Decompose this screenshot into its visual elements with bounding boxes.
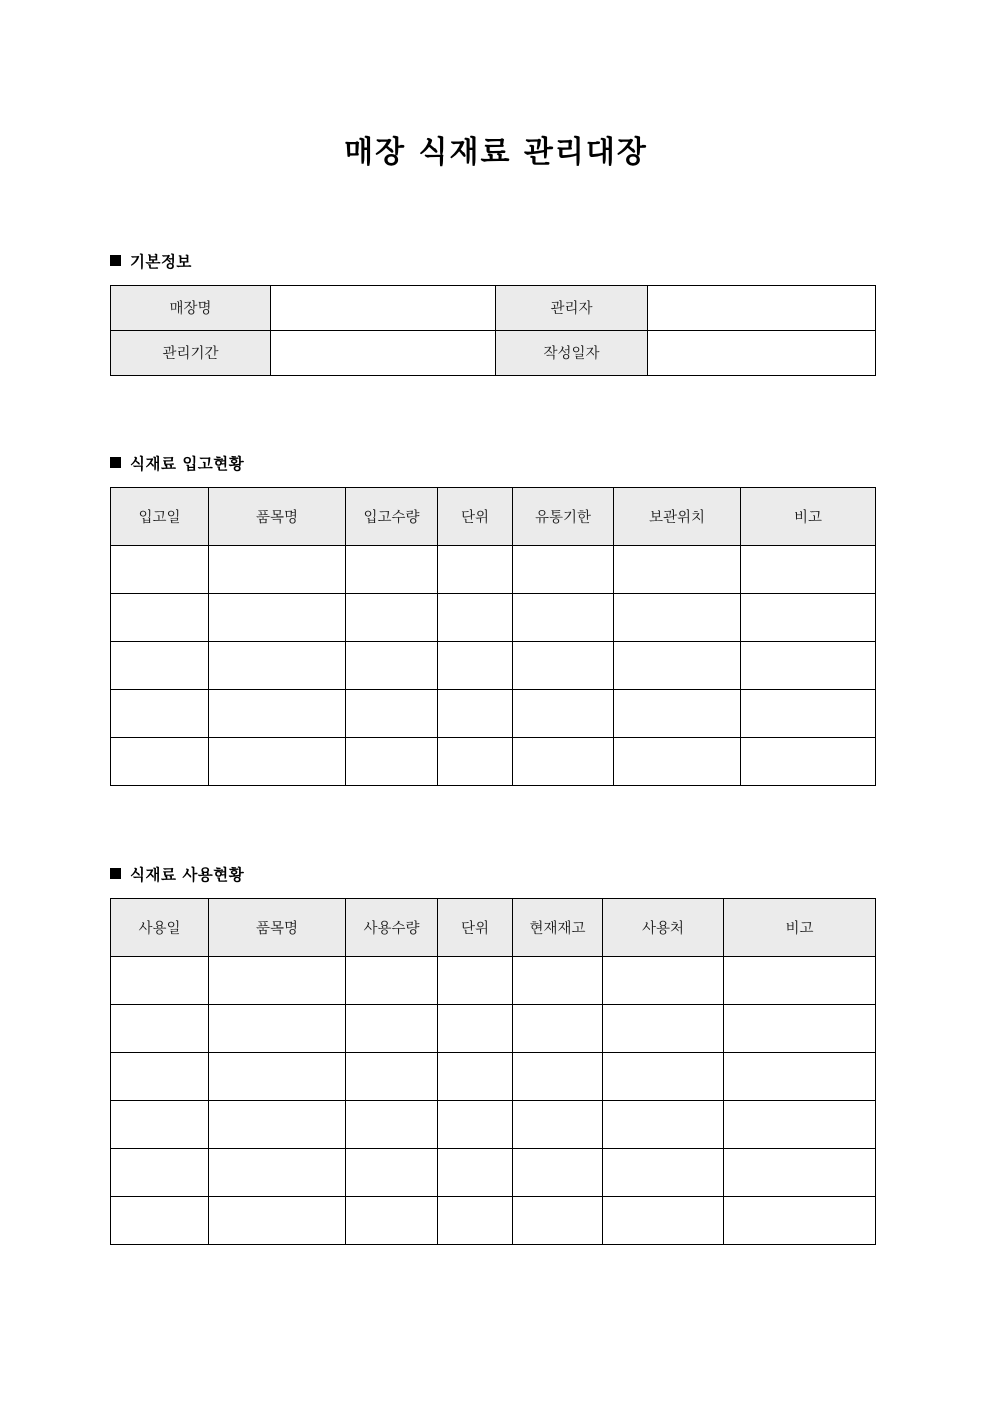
cell-usage-quantity[interactable] — [346, 956, 438, 1004]
cell-unit[interactable] — [438, 956, 513, 1004]
cell-incoming-quantity[interactable] — [346, 593, 438, 641]
cell-usage-place[interactable] — [603, 956, 724, 1004]
column-header-incoming-date: 입고일 — [111, 487, 209, 545]
cell-expiry-date[interactable] — [513, 545, 614, 593]
cell-incoming-quantity[interactable] — [346, 641, 438, 689]
square-bullet-icon — [110, 868, 121, 879]
cell-incoming-quantity[interactable] — [346, 689, 438, 737]
cell-unit[interactable] — [438, 689, 513, 737]
cell-expiry-date[interactable] — [513, 593, 614, 641]
table-header-row — [111, 487, 876, 545]
incoming-table-body — [111, 545, 876, 785]
cell-storage-location[interactable] — [614, 593, 741, 641]
cell-usage-quantity[interactable] — [346, 1052, 438, 1100]
field-value-manager[interactable] — [648, 285, 876, 330]
cell-unit[interactable] — [438, 545, 513, 593]
section-incoming-inventory — [110, 452, 882, 786]
cell-remarks[interactable] — [741, 545, 876, 593]
field-value-store-name[interactable] — [271, 285, 496, 330]
cell-remarks[interactable] — [724, 1100, 876, 1148]
field-value-management-period[interactable] — [271, 330, 496, 375]
section-heading-usage — [110, 863, 882, 885]
cell-unit[interactable] — [438, 1052, 513, 1100]
incoming-inventory-table — [110, 487, 876, 786]
cell-usage-place[interactable] — [603, 1052, 724, 1100]
cell-current-stock[interactable] — [513, 1052, 603, 1100]
cell-remarks[interactable] — [724, 1148, 876, 1196]
column-header-incoming-quantity: 입고수량 — [346, 487, 438, 545]
table-row — [111, 285, 876, 330]
cell-current-stock[interactable] — [513, 1196, 603, 1244]
cell-item-name[interactable] — [209, 641, 346, 689]
cell-usage-date[interactable] — [111, 1052, 209, 1100]
cell-remarks[interactable] — [741, 593, 876, 641]
column-header-remarks: 비고 — [741, 487, 876, 545]
cell-expiry-date[interactable] — [513, 737, 614, 785]
cell-remarks[interactable] — [724, 1196, 876, 1244]
column-header-usage-place: 사용처 — [603, 898, 724, 956]
table-row — [111, 330, 876, 375]
cell-usage-date[interactable] — [111, 1196, 209, 1244]
column-header-storage-location: 보관위치 — [614, 487, 741, 545]
cell-remarks[interactable] — [741, 737, 876, 785]
cell-item-name[interactable] — [209, 1196, 346, 1244]
cell-incoming-date[interactable] — [111, 641, 209, 689]
field-value-written-date[interactable] — [648, 330, 876, 375]
column-header-unit: 단위 — [438, 898, 513, 956]
cell-storage-location[interactable] — [614, 545, 741, 593]
cell-usage-date[interactable] — [111, 1100, 209, 1148]
cell-item-name[interactable] — [209, 956, 346, 1004]
cell-expiry-date[interactable] — [513, 689, 614, 737]
table-row — [111, 1004, 876, 1052]
cell-incoming-quantity[interactable] — [346, 737, 438, 785]
cell-item-name[interactable] — [209, 1148, 346, 1196]
cell-item-name[interactable] — [209, 545, 346, 593]
column-header-usage-date: 사용일 — [111, 898, 209, 956]
cell-unit[interactable] — [438, 737, 513, 785]
cell-incoming-date[interactable] — [111, 689, 209, 737]
cell-incoming-date[interactable] — [111, 593, 209, 641]
cell-item-name[interactable] — [209, 689, 346, 737]
cell-storage-location[interactable] — [614, 737, 741, 785]
cell-incoming-date[interactable] — [111, 737, 209, 785]
cell-usage-date[interactable] — [111, 956, 209, 1004]
usage-table-body — [111, 956, 876, 1244]
table-row — [111, 1148, 876, 1196]
cell-current-stock[interactable] — [513, 1004, 603, 1052]
cell-usage-date[interactable] — [111, 1148, 209, 1196]
usage-status-table — [110, 898, 876, 1245]
section-heading-label: 식재료 입고현황 — [130, 454, 245, 473]
cell-usage-place[interactable] — [603, 1100, 724, 1148]
cell-unit[interactable] — [438, 1148, 513, 1196]
cell-item-name[interactable] — [209, 593, 346, 641]
cell-usage-quantity[interactable] — [346, 1100, 438, 1148]
table-row — [111, 737, 876, 785]
cell-usage-quantity[interactable] — [346, 1004, 438, 1052]
column-header-item-name: 품목명 — [209, 898, 346, 956]
cell-storage-location[interactable] — [614, 641, 741, 689]
cell-item-name[interactable] — [209, 1004, 346, 1052]
cell-current-stock[interactable] — [513, 1148, 603, 1196]
cell-remarks[interactable] — [741, 641, 876, 689]
section-heading-basic-info — [110, 250, 882, 272]
cell-storage-location[interactable] — [614, 689, 741, 737]
cell-usage-quantity[interactable] — [346, 1148, 438, 1196]
cell-remarks[interactable] — [741, 689, 876, 737]
cell-unit[interactable] — [438, 1004, 513, 1052]
cell-usage-date[interactable] — [111, 1004, 209, 1052]
cell-incoming-date[interactable] — [111, 545, 209, 593]
cell-unit[interactable] — [438, 1100, 513, 1148]
field-label-written-date: 작성일자 — [496, 330, 648, 375]
table-header-row — [111, 898, 876, 956]
table-row — [111, 956, 876, 1004]
spacer-basic-to-incoming — [110, 376, 882, 452]
square-bullet-icon — [110, 255, 121, 266]
cell-unit[interactable] — [438, 641, 513, 689]
cell-incoming-quantity[interactable] — [346, 545, 438, 593]
cell-unit[interactable] — [438, 1196, 513, 1244]
column-header-expiry-date: 유통기한 — [513, 487, 614, 545]
table-row — [111, 1100, 876, 1148]
table-row — [111, 689, 876, 737]
cell-usage-place[interactable] — [603, 1148, 724, 1196]
cell-item-name[interactable] — [209, 737, 346, 785]
column-header-unit: 단위 — [438, 487, 513, 545]
column-header-usage-quantity: 사용수량 — [346, 898, 438, 956]
column-header-item-name: 품목명 — [209, 487, 346, 545]
field-label-manager: 관리자 — [496, 285, 648, 330]
field-label-management-period: 관리기간 — [111, 330, 271, 375]
cell-item-name[interactable] — [209, 1052, 346, 1100]
table-row — [111, 593, 876, 641]
spacer-incoming-to-usage — [110, 786, 882, 863]
cell-remarks[interactable] — [724, 1052, 876, 1100]
section-heading-label: 기본정보 — [130, 252, 192, 271]
cell-remarks[interactable] — [724, 956, 876, 1004]
cell-item-name[interactable] — [209, 1100, 346, 1148]
square-bullet-icon — [110, 457, 121, 468]
section-usage-status — [110, 863, 882, 1245]
spacer-after-title — [110, 172, 882, 250]
cell-remarks[interactable] — [724, 1004, 876, 1052]
column-header-current-stock: 현재재고 — [513, 898, 603, 956]
section-heading-incoming — [110, 452, 882, 474]
cell-usage-place[interactable] — [603, 1004, 724, 1052]
column-header-remarks: 비고 — [724, 898, 876, 956]
cell-usage-place[interactable] — [603, 1196, 724, 1244]
field-label-store-name: 매장명 — [111, 285, 271, 330]
cell-usage-quantity[interactable] — [346, 1196, 438, 1244]
page-title: 매장 식재료 관리대장 — [344, 135, 648, 170]
basic-info-table — [110, 285, 876, 376]
cell-expiry-date[interactable] — [513, 641, 614, 689]
table-row — [111, 1196, 876, 1244]
section-basic-info — [110, 250, 882, 376]
cell-unit[interactable] — [438, 593, 513, 641]
table-row — [111, 545, 876, 593]
section-heading-label: 식재료 사용현황 — [130, 865, 245, 884]
table-row — [111, 641, 876, 689]
cell-current-stock[interactable] — [513, 1100, 603, 1148]
cell-current-stock[interactable] — [513, 956, 603, 1004]
table-row — [111, 1052, 876, 1100]
